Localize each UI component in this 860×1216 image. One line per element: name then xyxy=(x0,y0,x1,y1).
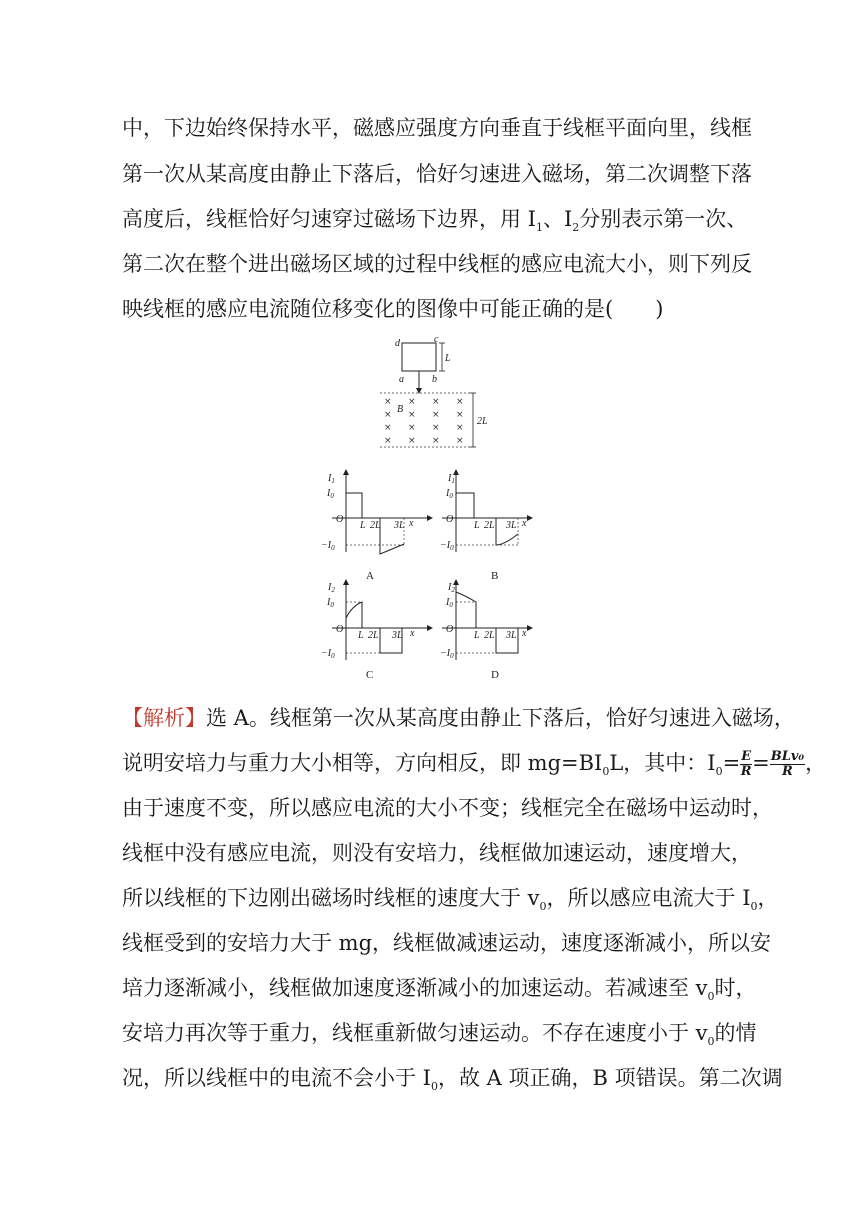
y-label: $I_2$ xyxy=(448,582,455,594)
field-cross: × xyxy=(456,410,464,420)
question-line-1: 中，下边始终保持水平，磁感应强度方向垂直于线框平面向里，线框 xyxy=(122,116,752,140)
field-cross: × xyxy=(384,423,392,433)
tick-L: L xyxy=(358,630,364,641)
x-label: x xyxy=(522,518,527,529)
field-cross: × xyxy=(408,410,416,420)
x-label: x xyxy=(410,628,415,639)
tick-2L: 2L xyxy=(370,520,381,531)
y-label: $I_2$ xyxy=(328,582,335,594)
caption: D xyxy=(491,669,499,681)
field-cross: × xyxy=(384,436,392,446)
setup-figure xyxy=(370,333,500,455)
x-label: x xyxy=(409,518,414,529)
tick-3L: 3L xyxy=(394,520,405,531)
field-cross: × xyxy=(456,436,464,446)
caption: C xyxy=(366,669,374,681)
field-cross: × xyxy=(432,397,440,407)
analysis-line-6: 线框受到的安培力大于 mg，线框做减速运动，速度逐渐减小，所以安 xyxy=(122,931,772,955)
tick-2L: 2L xyxy=(484,630,495,641)
field-cross: × xyxy=(384,397,392,407)
label-d: d xyxy=(395,338,400,349)
y-label: $I_1$ xyxy=(448,473,455,485)
analysis-line-1: 【解析】选 A。线框第一次从某高度由静止下落后，恰好匀速进入磁场， xyxy=(122,706,795,730)
fraction-e-over-r: $\frac{E}{R}$ xyxy=(740,749,752,779)
i0-label: $I_0$ xyxy=(446,488,453,500)
field-cross: × xyxy=(432,410,440,420)
i0-label: $I_0$ xyxy=(446,597,453,609)
graph-A xyxy=(310,468,440,586)
field-cross: × xyxy=(432,436,440,446)
label-b: b xyxy=(432,374,437,385)
i0-label: $I_0$ xyxy=(327,597,334,609)
tick-L: L xyxy=(474,520,480,531)
wire-frame xyxy=(402,343,436,371)
neg-i0-label: $-I_0$ xyxy=(321,540,335,552)
graph-B xyxy=(426,468,556,586)
field-cross: × xyxy=(432,423,440,433)
label-2L: 2L xyxy=(477,416,488,427)
neg-i0-label: $-I_0$ xyxy=(440,540,454,552)
field-cross: × xyxy=(408,423,416,433)
caption: A xyxy=(366,570,374,582)
tick-2L: 2L xyxy=(368,630,379,641)
field-crosses xyxy=(384,397,464,446)
analysis-line-8: 安培力再次等于重力，线框重新做匀速运动。不存在速度小于 $v_0$的情 xyxy=(122,1021,757,1049)
tick-3L: 3L xyxy=(506,520,517,531)
analysis-line-2: 说明安培力与重力大小相等，方向相反，即 $mg=BI_0L$，其中：$I_0=$ $\frac{E}{R}$ = $\frac{\text{BLv₀}}{R}$ ， xyxy=(122,749,827,779)
neg-i0-label: $-I_0$ xyxy=(321,648,335,660)
label-c: c xyxy=(434,334,439,345)
y-label: $I_1$ xyxy=(328,473,335,485)
field-cross: × xyxy=(408,397,416,407)
x-label: x xyxy=(522,628,527,639)
origin-label: O xyxy=(446,624,454,635)
field-cross: × xyxy=(384,410,392,420)
fraction-blv0-over-r: $\frac{\text{BLv₀}}{R}$ xyxy=(770,749,805,779)
caption: B xyxy=(491,570,499,582)
question-line-2: 第一次从某高度由静止下落后，恰好匀速进入磁场，第二次调整下落 xyxy=(122,162,752,186)
tick-3L: 3L xyxy=(392,630,403,641)
tick-L: L xyxy=(360,520,366,531)
origin-label: O xyxy=(446,514,454,525)
neg-i0-label: $-I_0$ xyxy=(440,648,454,660)
graph-D xyxy=(426,576,556,684)
graph-C xyxy=(310,576,440,684)
analysis-line-3: 由于速度不变，所以感应电流的大小不变；线框完全在磁场中运动时， xyxy=(122,796,773,820)
analysis-line-5: 所以线框的下边刚出磁场时线框的速度大于 $v_0$，所以感应电流大于 $I_0$， xyxy=(122,886,779,914)
label-L: L xyxy=(445,353,451,364)
question-line-3: 高度后，线框恰好匀速穿过磁场下边界，用 $I_1$、$I_2$分别表示第一次、 xyxy=(122,207,748,235)
tick-3L: 3L xyxy=(506,630,517,641)
i0-label: $I_0$ xyxy=(327,488,334,500)
tick-L: L xyxy=(474,630,480,641)
question-line-4: 第二次在整个进出磁场区域的过程中线框的感应电流大小，则下列反 xyxy=(122,252,752,276)
origin-label: O xyxy=(336,624,344,635)
field-cross: × xyxy=(456,423,464,433)
label-B: B xyxy=(397,404,404,415)
analysis-line-9: 况，所以线框中的电流不会小于 $I_0$，故 A 项正确，B 项错误。第二次调 xyxy=(122,1066,783,1094)
field-cross: × xyxy=(456,397,464,407)
analysis-line-7: 培力逐渐减小，线框做加速度逐渐减小的加速运动。若减速至 $v_0$时， xyxy=(122,976,757,1004)
tick-2L: 2L xyxy=(484,520,495,531)
field-cross: × xyxy=(408,436,416,446)
label-a: a xyxy=(399,374,404,385)
analysis-line-4: 线框中没有感应电流，则没有安培力，线框做加速运动，速度增大， xyxy=(122,841,752,865)
question-line-5: 映线框的感应电流随位移变化的图像中可能正确的是( ) xyxy=(122,297,664,321)
origin-label: O xyxy=(336,514,344,525)
analysis-tag: 【解析】 xyxy=(122,706,206,730)
